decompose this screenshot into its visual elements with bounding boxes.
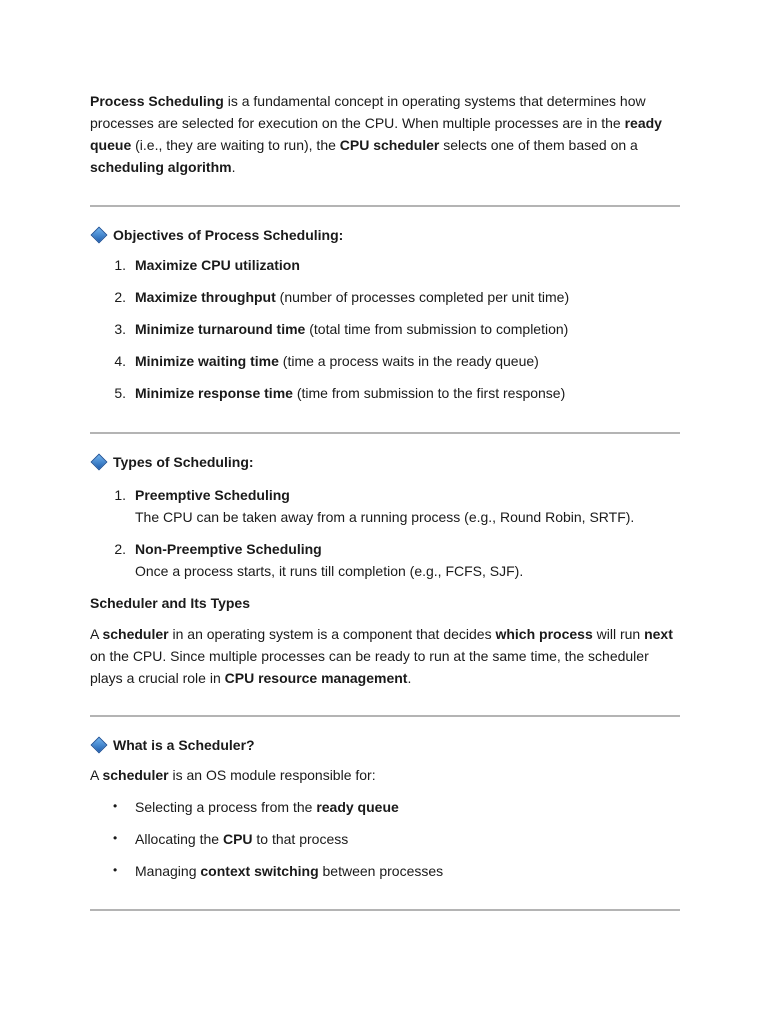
divider-1	[90, 205, 680, 207]
divider-4	[90, 909, 680, 911]
intro-term-cpu-scheduler: CPU scheduler	[339, 137, 440, 153]
document-page	[90, 90, 680, 911]
scheduler-types-paragraph	[90, 623, 680, 689]
objective-number: 1.	[114, 257, 126, 273]
responsibility-item-3	[90, 863, 680, 883]
type-description: Once a process starts, it runs till completion (e.g., FCFS, SJF).	[135, 563, 524, 579]
item-text: to that process	[252, 831, 349, 847]
objective-detail: (number of processes completed per unit time)	[275, 289, 570, 305]
objective-detail: (total time from submission to completion)	[305, 321, 569, 337]
item-text: Allocating the	[135, 831, 223, 847]
type-title: Preemptive Scheduling	[135, 487, 290, 503]
type-number: 2.	[114, 541, 126, 557]
intro-term-process-scheduling: Process Scheduling	[90, 93, 224, 109]
bullet-icon: •	[113, 831, 118, 845]
term-which-process: which process	[495, 626, 593, 642]
objective-item-4	[90, 353, 680, 385]
objective-detail: (time from submission to the first response)	[292, 385, 566, 401]
intro-text-4: .	[231, 159, 236, 175]
what-is-heading-text: What is a Scheduler?	[113, 737, 255, 753]
objective-item-1	[90, 257, 680, 289]
objective-item-5	[90, 385, 680, 405]
types-heading-text: Types of Scheduling:	[113, 454, 254, 470]
blue-diamond-icon	[91, 227, 108, 244]
intro-term-scheduling-algorithm: scheduling algorithm	[90, 159, 232, 175]
what-is-scheduler-heading	[90, 737, 680, 753]
types-list	[90, 484, 680, 582]
responsibility-item-2	[90, 831, 680, 863]
para-text: will run	[592, 626, 645, 642]
para-text: is an OS module responsible for:	[168, 767, 376, 783]
term-next: next	[644, 626, 673, 642]
term-scheduler: scheduler	[102, 626, 169, 642]
intro-text-2: (i.e., they are waiting to run), the	[131, 137, 340, 153]
objective-number: 2.	[114, 289, 126, 305]
objective-title: Maximize CPU utilization	[135, 257, 300, 273]
item-bold: context switching	[200, 863, 319, 879]
objectives-list	[90, 257, 680, 405]
objectives-heading-text: Objectives of Process Scheduling:	[113, 227, 344, 243]
what-is-intro	[90, 767, 680, 783]
objective-title: Minimize response time	[135, 385, 293, 401]
para-text: .	[407, 670, 412, 686]
responsibility-item-1	[90, 799, 680, 831]
type-number: 1.	[114, 487, 126, 503]
blue-diamond-icon	[91, 454, 108, 471]
type-item-preemptive	[90, 484, 680, 538]
intro-paragraph	[90, 90, 680, 178]
para-text: in an operating system is a component that decides	[168, 626, 496, 642]
type-item-non-preemptive	[90, 538, 680, 582]
item-bold: CPU	[222, 831, 253, 847]
para-text: A	[90, 767, 103, 783]
objectives-heading	[90, 227, 680, 243]
item-text: Managing	[135, 863, 201, 879]
bullet-icon: •	[113, 863, 118, 877]
term-cpu-resource-management: CPU resource management	[224, 670, 408, 686]
item-bold: ready queue	[316, 799, 399, 815]
para-text: A	[90, 626, 103, 642]
type-title: Non-Preemptive Scheduling	[135, 541, 322, 557]
scheduler-responsibilities-list	[90, 799, 680, 883]
term-scheduler: scheduler	[102, 767, 169, 783]
types-heading	[90, 454, 680, 470]
scheduler-types-heading: Scheduler and Its Types	[90, 595, 251, 611]
blue-diamond-icon	[91, 737, 108, 754]
type-description: The CPU can be taken away from a running process (e.g., Round Robin, SRTF).	[135, 509, 635, 525]
objective-number: 3.	[114, 321, 126, 337]
para-text: on the CPU. Since multiple processes can be ready to run at the same time, the scheduler plays a crucial role in	[90, 648, 649, 686]
item-text: between processes	[318, 863, 444, 879]
objective-number: 5.	[114, 385, 126, 401]
objective-item-3	[90, 321, 680, 353]
intro-text-3: selects one of them based on a	[439, 137, 638, 153]
objective-number: 4.	[114, 353, 126, 369]
objective-title: Minimize turnaround time	[135, 321, 306, 337]
bullet-icon: •	[113, 799, 118, 813]
objective-item-2	[90, 289, 680, 321]
objective-detail: (time a process waits in the ready queue)	[278, 353, 539, 369]
intro-text-1: is a fundamental concept in operating systems that determines how processes are selected for execution on the CPU. When multiple processes are in the	[90, 93, 646, 131]
objective-title: Minimize waiting time	[135, 353, 279, 369]
objective-title: Maximize throughput	[135, 289, 276, 305]
divider-3	[90, 715, 680, 717]
item-text: Selecting a process from the	[135, 799, 317, 815]
divider-2	[90, 432, 680, 434]
intro-term-ready-queue: ready queue	[90, 115, 662, 153]
